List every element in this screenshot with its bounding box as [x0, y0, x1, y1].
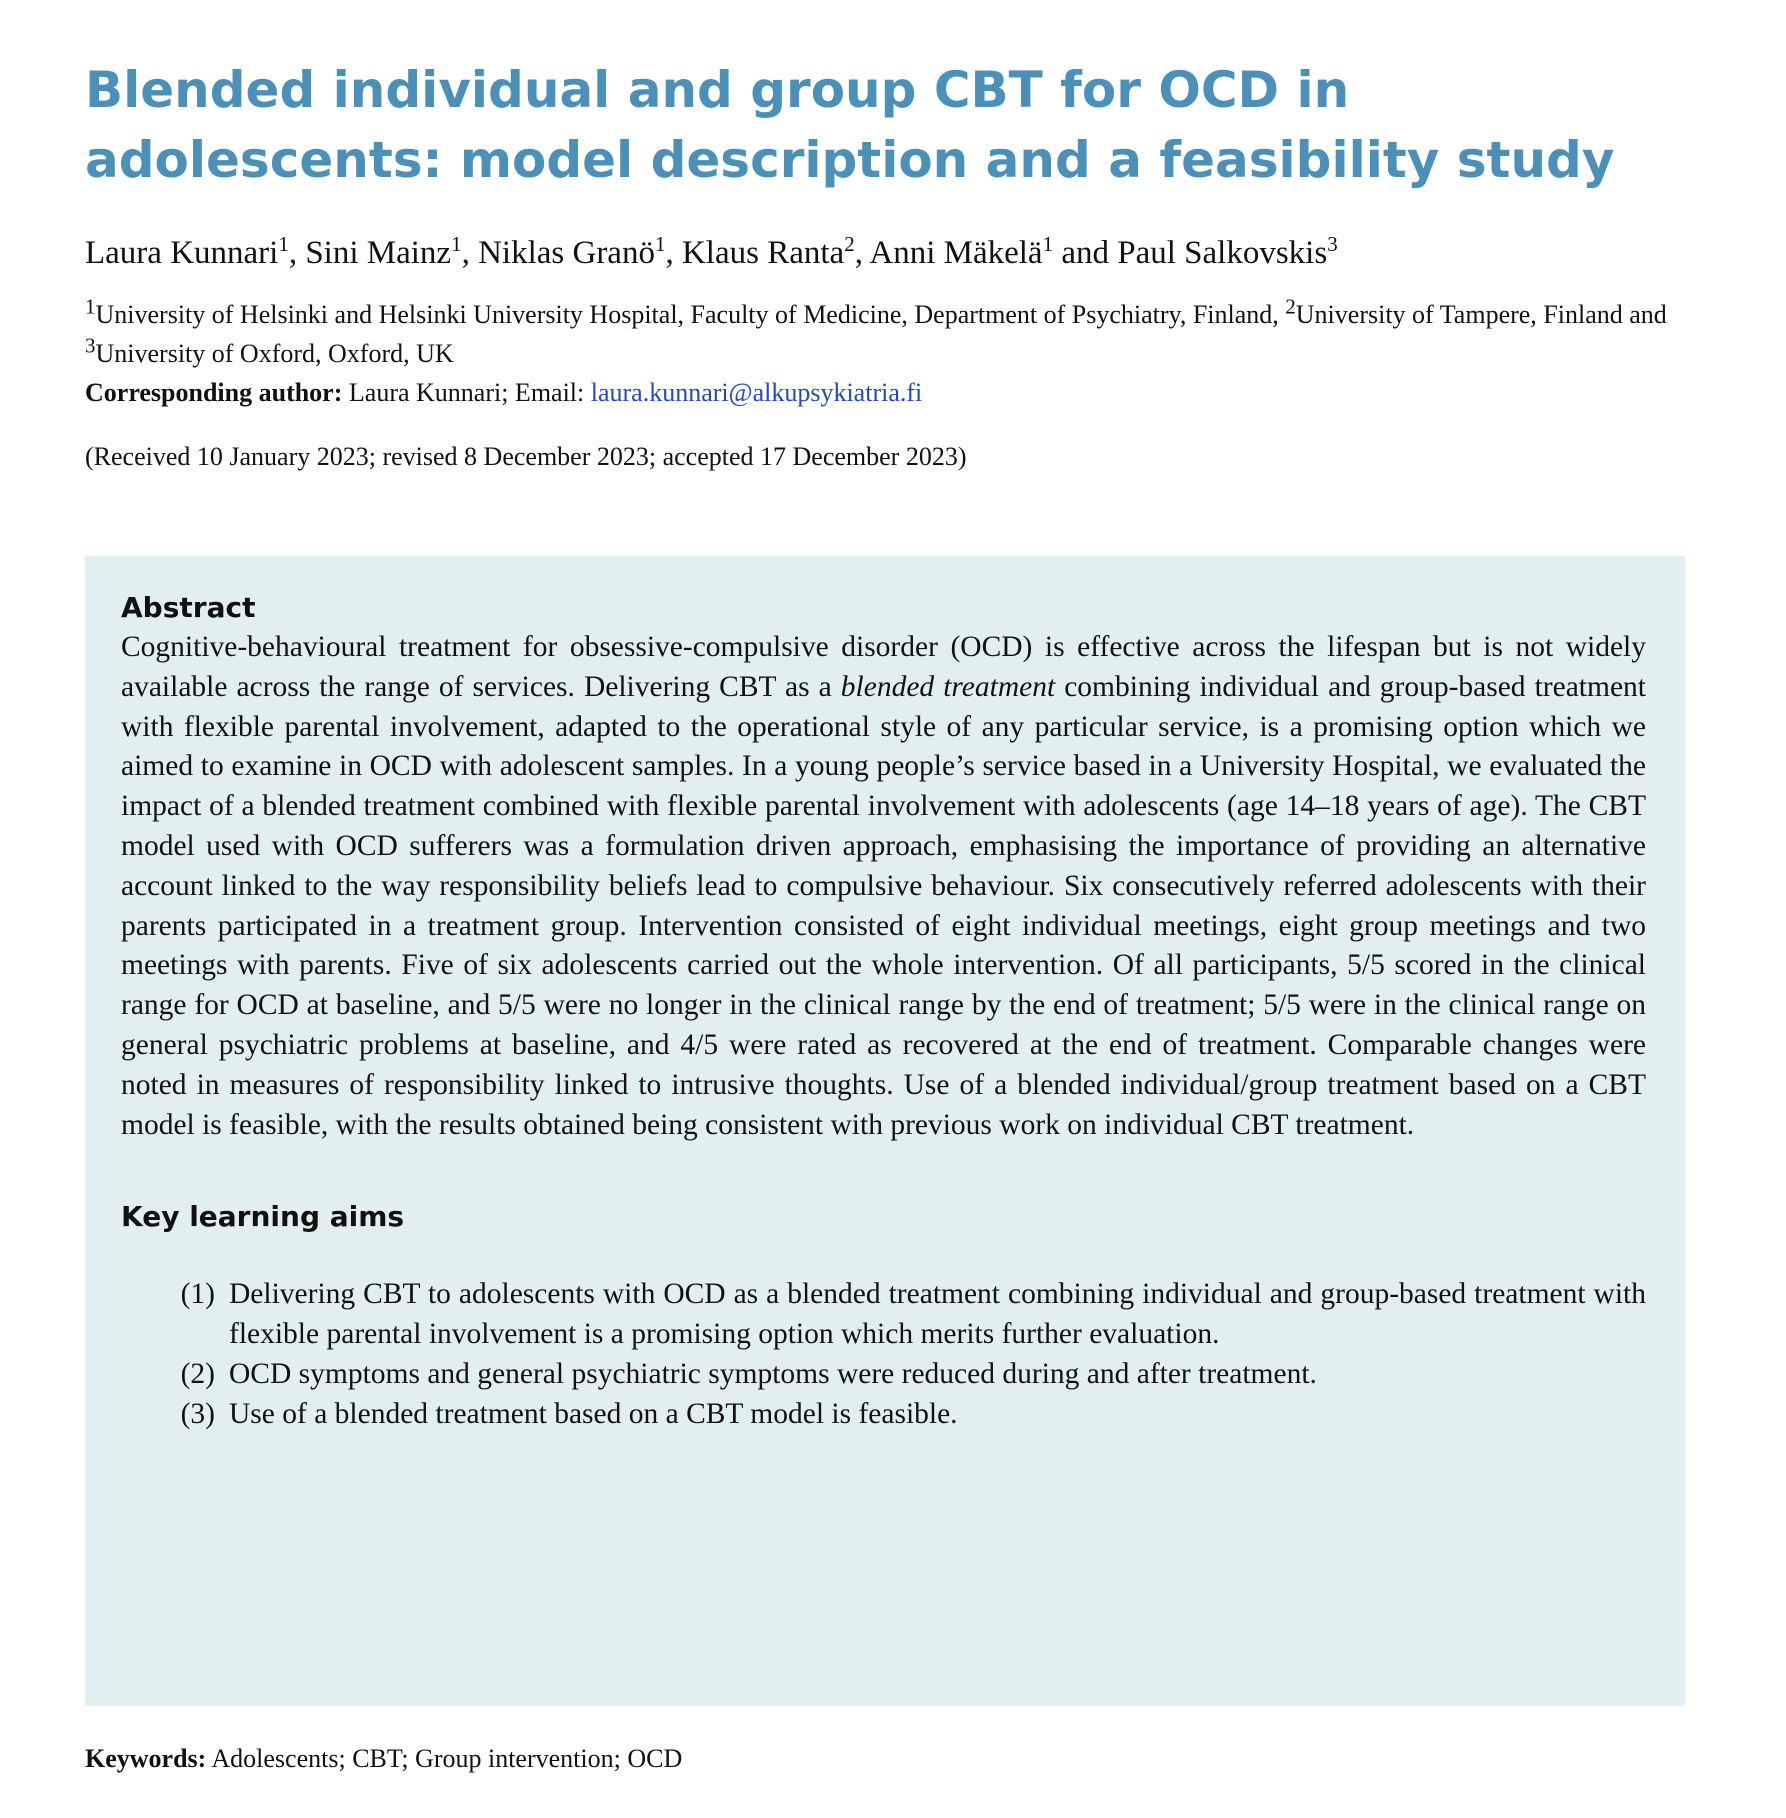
- author-affiliation-number: 1: [654, 232, 666, 256]
- corresponding-author-label: Corresponding author:: [85, 378, 343, 407]
- list-item-text: Delivering CBT to adolescents with OCD as a blended treatment combining individual and group-based treatment with flexible parental involvement is a promising option which merits further evaluation.: [229, 1278, 1646, 1351]
- keywords: [85, 1740, 682, 1778]
- author-name: Laura Kunnari: [85, 235, 279, 271]
- author-list: [85, 233, 1685, 273]
- email-link[interactable]: laura.kunnari@alkupsykiatria.fi: [590, 378, 923, 407]
- author-separator: ,: [288, 235, 306, 271]
- author: [85, 232, 306, 271]
- author-affiliation-number: 1: [451, 232, 462, 256]
- author-affiliation-number: 3: [1327, 232, 1338, 256]
- affiliation-text: University of Oxford, Oxford, UK: [95, 339, 454, 368]
- author-separator: ,: [461, 235, 479, 271]
- affiliation-number: 1: [85, 294, 96, 319]
- affiliation-number: 3: [85, 333, 96, 358]
- list-item-text: OCD symptoms and general psychiatric symptoms were reduced during and after treatment.: [229, 1357, 1317, 1390]
- author-name: Klaus Ranta: [681, 235, 845, 271]
- author-name: Niklas Granö: [478, 235, 655, 271]
- author-affiliation-number: 2: [844, 232, 855, 256]
- author-separator: ,: [665, 235, 682, 271]
- abstract-text: [121, 628, 1646, 1145]
- abstract-text-part: Cognitive-behavioural treatment for obsessive-compulsive disorder (OCD) is effective across the lifespan but is not widely available across the range of services. Delivering CBT as a: [121, 631, 1646, 703]
- author-name: Paul Salkovskis: [1117, 235, 1328, 271]
- author: [681, 232, 870, 271]
- author-separator: and: [1053, 235, 1118, 271]
- key-learning-aims-heading: Key learning aims: [121, 1200, 405, 1234]
- abstract-text-part: combining individual and group-based treatment with flexible parental involvement, adapted to the operational style of any particular service, is a promising option which we aimed to examine in OCD with adolescent samples. In a young people’s service based in a University Hospital, we evaluated the impact of a blended treatment combined with flexible parental involvement with adolescents (age 14–18 years of age). The CBT model used with OCD sufferers was a formulation driven approach, emphasising the importance of providing an alternative account linked to the way responsibility beliefs lead to compulsive behaviour. Six consecutively referred adolescents with their parents participated in a treatment group. Intervention consisted of eight individual meetings, eight group meetings and two meetings with parents. Five of six adolescents carried out the whole intervention. Of all participants, 5/5 scored in the clinical range for OCD at baseline, and 5/5 were no longer in the clinical range by the end of treatment; 5/5 were in the clinical range on general psychiatric problems at baseline, and 4/5 were rated as recovered at the end of treatment. Comparable changes were noted in measures of responsibility linked to intrusive thoughts. Use of a blended individual/group treatment based on a CBT model is feasible, with the results obtained being consistent with previous work on individual CBT treatment.: [121, 670, 1646, 1141]
- affiliation-text: University of Helsinki and Helsinki University Hospital, Faculty of Medicine, Department of Psychiatry, Finland,: [95, 300, 1286, 329]
- affiliation-number: 2: [1285, 294, 1296, 319]
- affiliation-text: University of Tampere, Finland and: [1295, 300, 1667, 329]
- abstract-box: [85, 556, 1685, 1706]
- keywords-label: Keywords:: [85, 1744, 207, 1773]
- list-item-number: (3): [180, 1397, 215, 1430]
- abstract-heading: Abstract: [121, 591, 256, 624]
- author-separator: ,: [854, 235, 870, 271]
- abstract-italic-term: blended treatment: [840, 670, 1056, 703]
- article-dates: (Received 10 January 2023; revised 8 December 2023; accepted 17 December 2023): [85, 442, 967, 471]
- corresponding-author: [85, 373, 1685, 412]
- author: [478, 232, 682, 271]
- affiliations: [85, 295, 1685, 373]
- author-affiliation-number: 1: [1042, 232, 1054, 256]
- author: [1117, 232, 1338, 271]
- list-item: [121, 1395, 1646, 1435]
- list-item: [121, 1275, 1646, 1355]
- author-affiliation-number: 1: [278, 232, 289, 256]
- list-item-text: Use of a blended treatment based on a CBT model is feasible.: [229, 1397, 958, 1430]
- list-item-number: (2): [180, 1357, 215, 1390]
- corresponding-author-text: Laura Kunnari; Email:: [342, 378, 591, 407]
- list-item: [121, 1355, 1646, 1395]
- keywords-text: Adolescents; CBT; Group intervention; OCD: [206, 1744, 683, 1773]
- key-learning-aims-list: [121, 1275, 1646, 1434]
- author: [869, 232, 1118, 271]
- author: [305, 232, 479, 271]
- list-item-number: (1): [180, 1278, 215, 1311]
- author-name: Anni Mäkelä: [869, 235, 1043, 271]
- author-name: Sini Mainz: [305, 235, 452, 271]
- article-title: Blended individual and group CBT for OCD in adolescents: model description and a feasibility study: [85, 61, 1615, 189]
- article-header: [85, 55, 1685, 476]
